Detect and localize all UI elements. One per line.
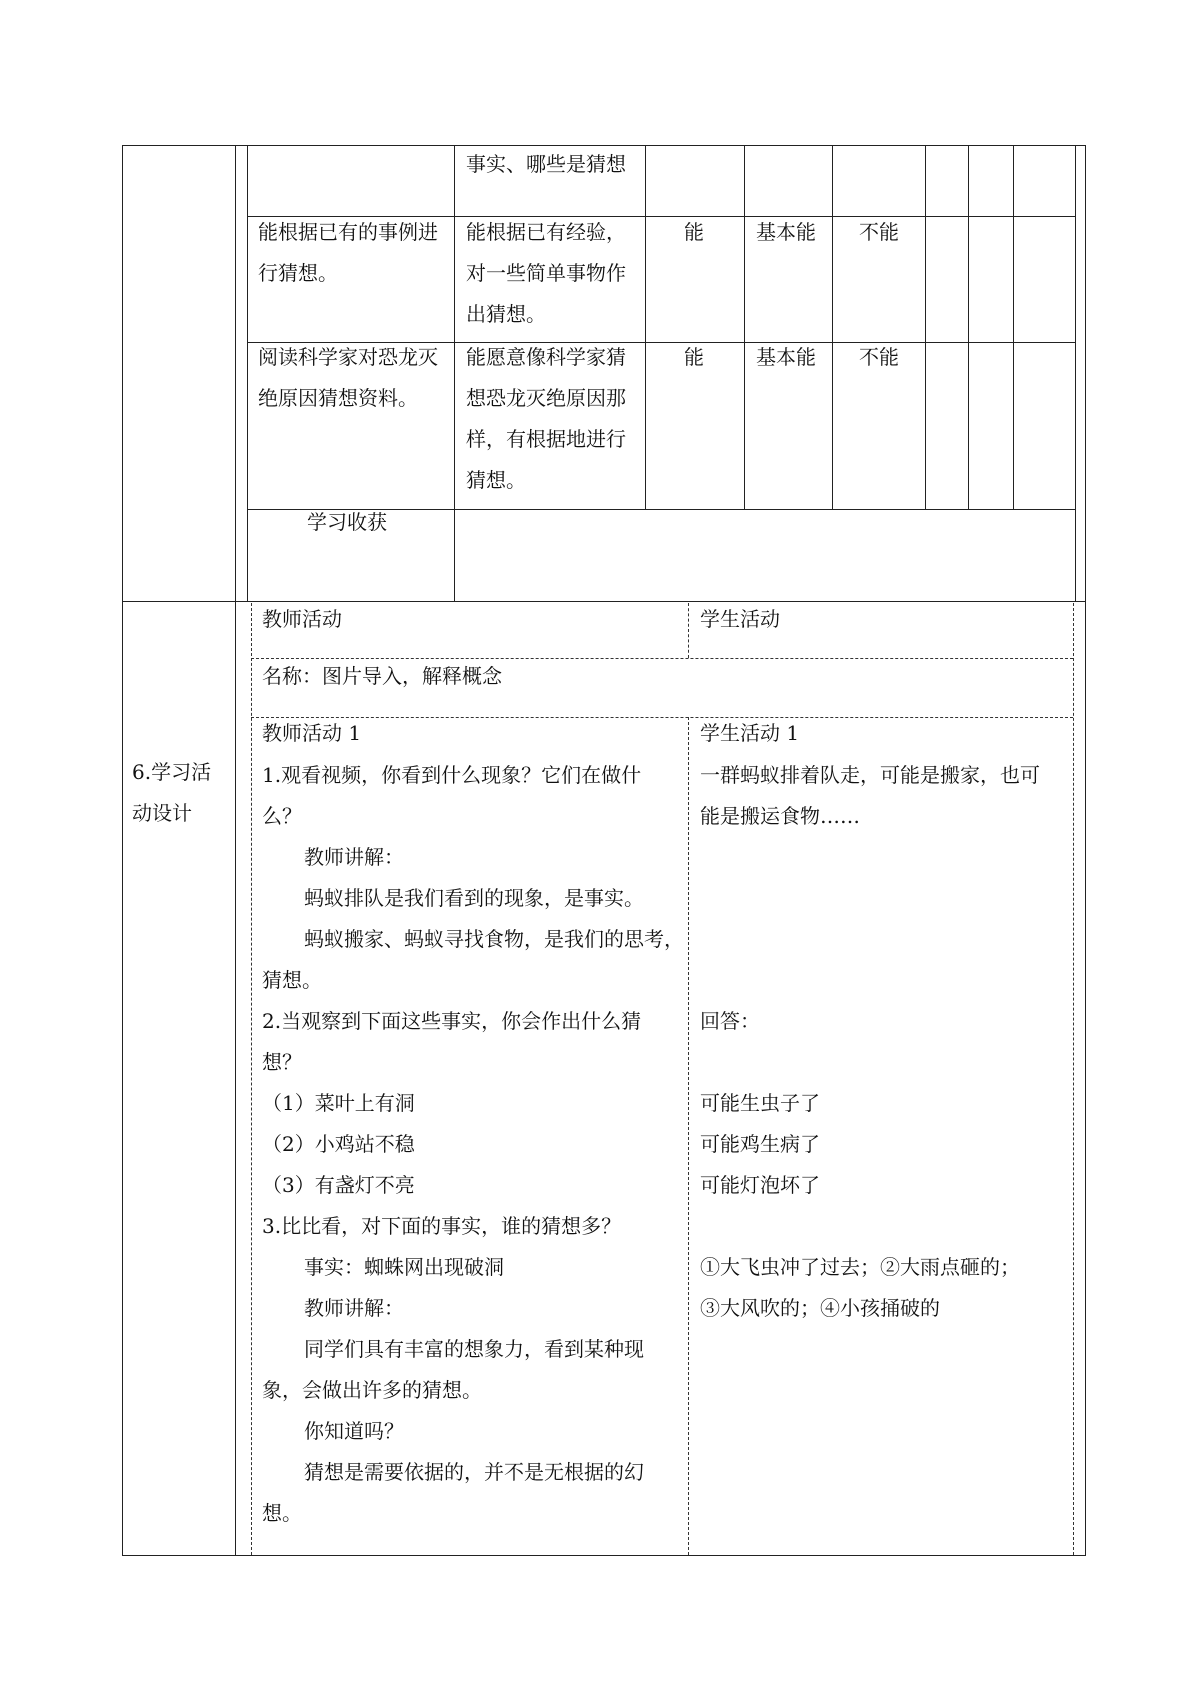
teacher-line: 2.当观察到下面这些事实，你会作出什么猜 bbox=[262, 1009, 642, 1033]
teacher-line: 蚂蚁搬家、蚂蚁寻找食物，是我们的思考， bbox=[304, 927, 684, 951]
student-line: 能是搬运食物…… bbox=[700, 804, 860, 828]
row3-indicator: 阅读科学家对恐龙灭绝原因猜想资料。 bbox=[258, 345, 438, 410]
row1-description: 事实、哪些是猜想 bbox=[466, 152, 626, 176]
teacher-line: 3.比比看，对下面的事实，谁的猜想多？ bbox=[262, 1214, 622, 1238]
row3-description: 能愿意像科学家猜想恐龙灭绝原因那样，有根据地进行猜想。 bbox=[466, 345, 626, 492]
teacher-line: 想？ bbox=[262, 1050, 302, 1074]
student-line: ③大风吹的；④小孩捅破的 bbox=[700, 1296, 940, 1320]
row2-level-b: 基本能 bbox=[756, 220, 816, 244]
teacher-line: 象，会做出许多的猜想。 bbox=[262, 1378, 482, 1402]
teacher-line: （2）小鸡站不稳 bbox=[262, 1132, 415, 1156]
row2-indicator: 能根据已有的事例进行猜想。 bbox=[258, 220, 438, 285]
row3-level-c: 不能 bbox=[859, 345, 899, 369]
student-line: 可能鸡生病了 bbox=[700, 1132, 820, 1156]
student-line: 一群蚂蚁排着队走，可能是搬家，也可 bbox=[700, 763, 1040, 787]
row3-level-b: 基本能 bbox=[756, 345, 816, 369]
student-activity-title: 学生活动 1 bbox=[700, 721, 800, 745]
student-activity-header: 学生活动 bbox=[700, 607, 780, 631]
teacher-line: 么？ bbox=[262, 804, 302, 828]
activity-name: 名称：图片导入，解释概念 bbox=[262, 664, 502, 688]
teacher-line: （3）有盏灯不亮 bbox=[262, 1173, 415, 1197]
teacher-line: 蚂蚁排队是我们看到的现象，是事实。 bbox=[304, 886, 644, 910]
row2-level-a: 能 bbox=[684, 220, 704, 244]
teacher-line: 1.观看视频，你看到什么现象？它们在做什 bbox=[262, 763, 642, 787]
teacher-line: 事实：蜘蛛网出现破洞 bbox=[304, 1255, 504, 1279]
student-line: 回答： bbox=[700, 1009, 760, 1033]
teacher-activity-title: 教师活动 1 bbox=[262, 721, 362, 745]
student-line: 可能生虫子了 bbox=[700, 1091, 820, 1115]
teacher-line: 想。 bbox=[262, 1501, 302, 1525]
teacher-line: 同学们具有丰富的想象力，看到某种现 bbox=[304, 1337, 644, 1361]
student-line: ①大飞虫冲了过去；②大雨点砸的； bbox=[700, 1255, 1020, 1279]
student-line: 可能灯泡坏了 bbox=[700, 1173, 820, 1197]
teacher-line: 你知道吗？ bbox=[304, 1419, 404, 1443]
teacher-line: 教师讲解： bbox=[304, 845, 404, 869]
row3-level-a: 能 bbox=[684, 345, 704, 369]
teacher-line: （1）菜叶上有洞 bbox=[262, 1091, 415, 1115]
teacher-line: 教师讲解： bbox=[304, 1296, 404, 1320]
teacher-line: 猜想是需要依据的，并不是无根据的幻 bbox=[304, 1460, 644, 1484]
row2-level-c: 不能 bbox=[859, 220, 899, 244]
learning-harvest-label: 学习收获 bbox=[307, 510, 387, 534]
teacher-line: 猜想。 bbox=[262, 968, 322, 992]
teacher-activity-header: 教师活动 bbox=[262, 607, 342, 631]
section-label: 6.学习活动设计 bbox=[132, 760, 212, 825]
row2-description: 能根据已有经验，对一些简单事物作出猜想。 bbox=[466, 220, 626, 326]
